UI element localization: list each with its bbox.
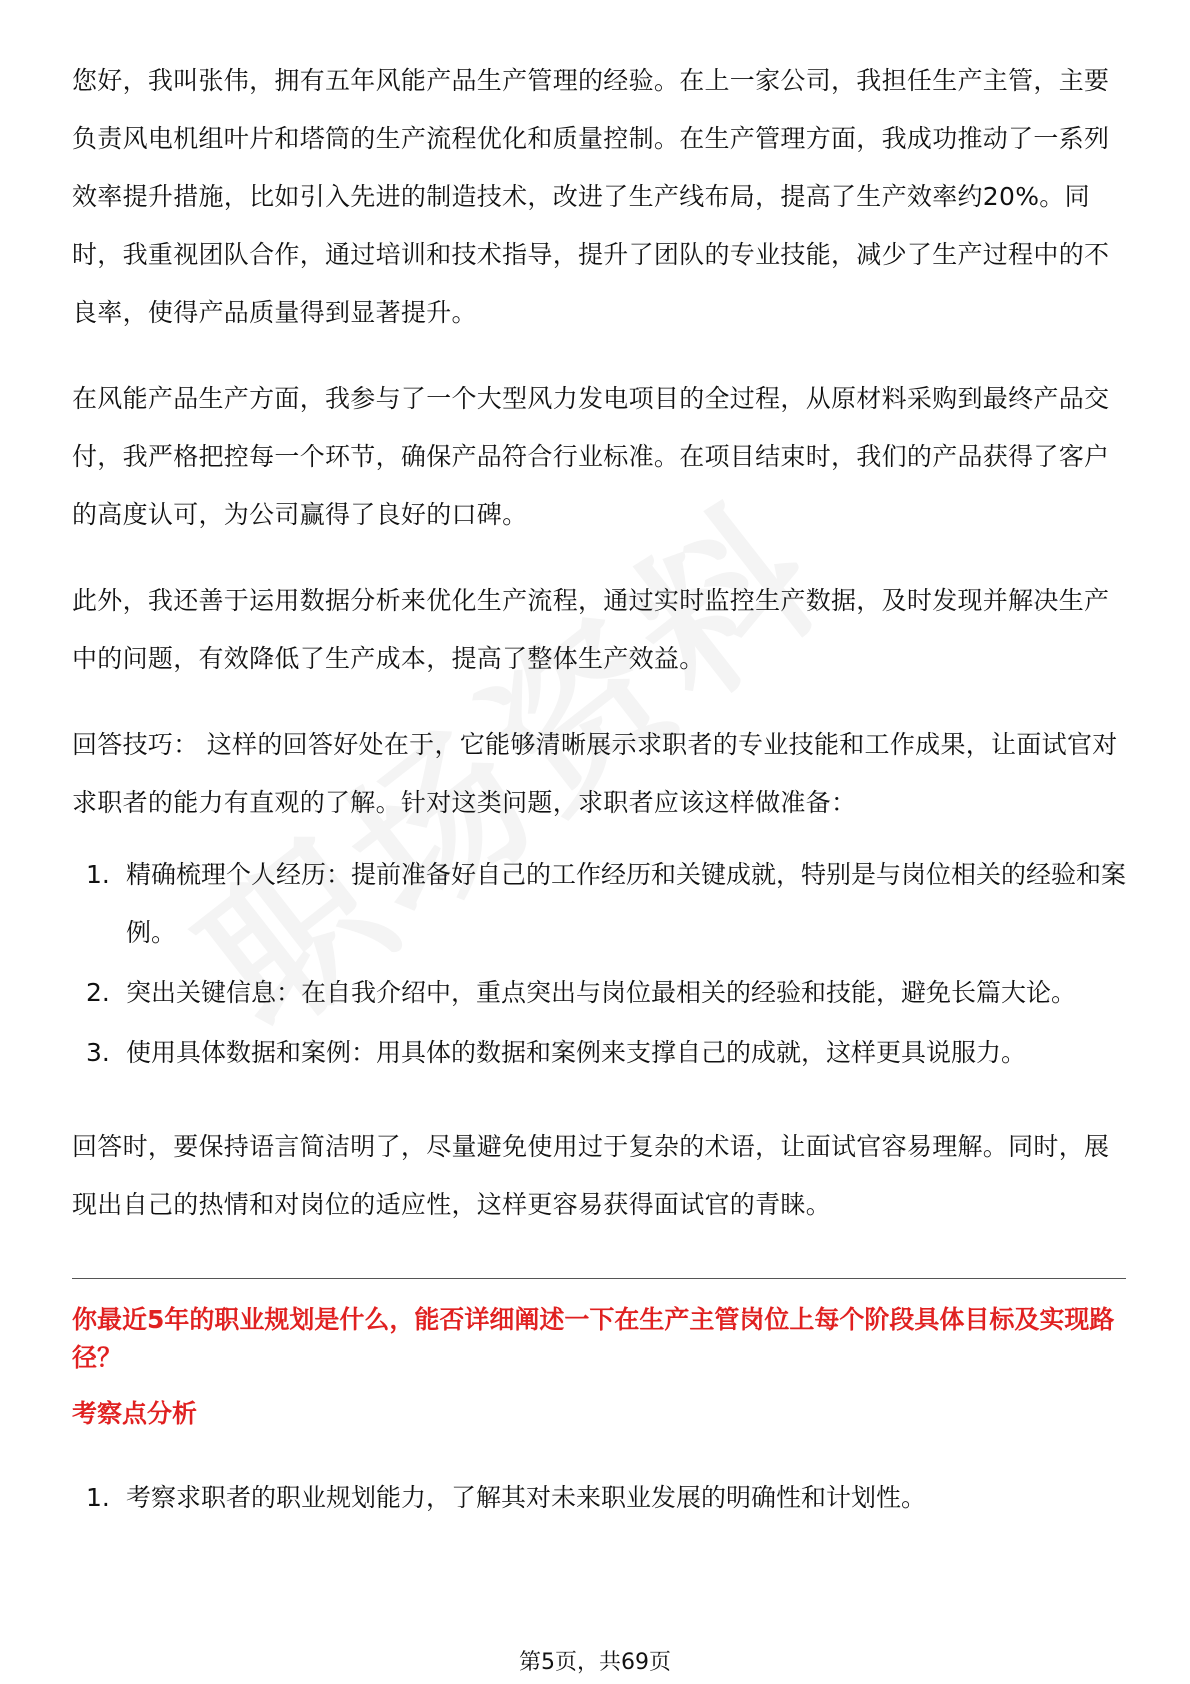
list-text: 精确梳理个人经历：提前准备好自己的工作经历和关键成就，特别是与岗位相关的经验和案例。 [126, 860, 1127, 947]
list-item [72, 846, 1126, 962]
interview-question: 你最近5年的职业规划是什么，能否详细阐述一下在生产主管岗位上每个阶段具体目标及实现路径？ [72, 1305, 1115, 1372]
paragraph-data-analysis: 此外，我还善于运用数据分析来优化生产流程，通过实时监控生产数据，及时发现并解决生产中的问题，有效降低了生产成本，提高了整体生产效益。 [72, 586, 1110, 673]
list-item [72, 1024, 1126, 1082]
list-number: 2. [86, 978, 110, 1007]
list-text: 突出关键信息：在自我介绍中，重点突出与岗位最相关的经验和技能，避免长篇大论。 [126, 978, 1077, 1007]
analysis-title: 考察点分析 [72, 1399, 198, 1428]
tips-list [72, 846, 1126, 1082]
analysis-list [72, 1469, 1126, 1527]
paragraph-closing: 回答时，要保持语言简洁明了，尽量避免使用过于复杂的术语，让面试官容易理解。同时，展现出自己的热情和对岗位的适应性，这样更容易获得面试官的青睐。 [72, 1132, 1110, 1219]
paragraph-answer-tips: 回答技巧： 这样的回答好处在于，它能够清晰展示求职者的专业技能和工作成果，让面试官对求职者的能力有直观的了解。针对这类问题，求职者应该这样做准备： [72, 730, 1118, 817]
page-footer: 第5页，共69页 [519, 1650, 671, 1675]
list-text: 考察求职者的职业规划能力，了解其对未来职业发展的明确性和计划性。 [126, 1483, 927, 1512]
list-text: 使用具体数据和案例：用具体的数据和案例来支撑自己的成就，这样更具说服力。 [126, 1038, 1027, 1067]
page-content [72, 52, 1126, 1527]
list-number: 1. [86, 860, 110, 889]
paragraph-project: 在风能产品生产方面，我参与了一个大型风力发电项目的全过程，从原材料采购到最终产品交付，我严格把控每一个环节，确保产品符合行业标准。在项目结束时，我们的产品获得了客户的高度认可，为公司赢得了良好的口碑。 [72, 384, 1110, 529]
list-item [72, 1469, 1126, 1527]
list-number: 3. [86, 1038, 110, 1067]
list-number: 1. [86, 1483, 110, 1512]
paragraph-intro: 您好，我叫张伟，拥有五年风能产品生产管理的经验。在上一家公司，我担任生产主管，主要负责风电机组叶片和塔筒的生产流程优化和质量控制。在生产管理方面，我成功推动了一系列效率提升措施，比如引入先进的制造技术，改进了生产线布局，提高了生产效率约20%。同时，我重视团队合作，通过培训和技术指导，提升了团队的专业技能，减少了生产过程中的不良率，使得产品质量得到显著提升。 [72, 66, 1110, 327]
list-item [72, 964, 1126, 1022]
